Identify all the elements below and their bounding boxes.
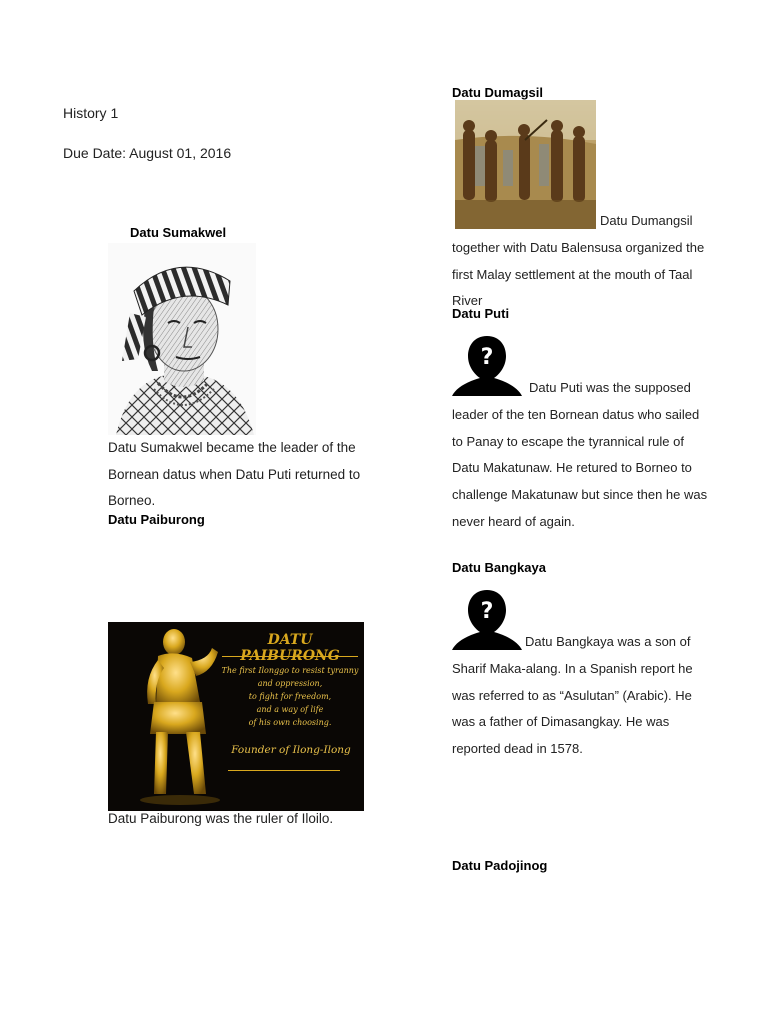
puti-heading: Datu Puti	[452, 306, 510, 321]
poster-title: DATU PAIBURONG	[240, 632, 340, 664]
puti-description: Datu Puti was the supposed leader of the ten Bornean datus who sailed to Panay to escape the tyrannical rule of Datu Makatunaw. He retured to Borneo to challenge Makatunaw but since then he was never heard of again.	[452, 380, 708, 529]
poster-quote	[216, 664, 364, 729]
dumagsil-heading: Datu Dumagsil	[452, 85, 544, 100]
poster-rule-bottom	[228, 770, 340, 771]
course-title: History 1	[63, 105, 119, 121]
poster-line: of his own choosing.	[248, 718, 332, 727]
poster-footer: Founder of Ilong-Ilong	[231, 744, 351, 756]
due-date: Due Date: August 01, 2016	[63, 145, 232, 161]
dumagsil-description: Datu Dumangsil together with Datu Balensusa organized the first Malay settlement at the mouth of Taal River	[452, 213, 705, 309]
sumakwel-description: Datu Sumakwel became the leader of the Bornean datus when Datu Puti returned to Borneo.	[108, 440, 361, 508]
poster-line: to fight for freedom,	[248, 692, 332, 701]
svg-text:?: ?	[480, 345, 494, 370]
svg-text:?: ?	[480, 599, 494, 624]
poster-line: and a way of life	[256, 705, 324, 714]
paiburong-description: Datu Paiburong was the ruler of Iloilo.	[108, 811, 334, 826]
poster-line: and oppression,	[257, 679, 323, 688]
bangkaya-heading: Datu Bangkaya	[452, 560, 546, 575]
sumakwel-portrait	[108, 243, 256, 435]
poster-rule-top	[222, 656, 358, 657]
paiburong-heading: Datu Paiburong	[108, 512, 205, 527]
bangkaya-description: Datu Bangkaya was a son of Sharif Maka-alang. In a Spanish report he was referred to as “Asulutan” (Arabic). He was a father of Dimasangkay. He was reported dead in 1578.	[452, 634, 693, 757]
poster-line: The first Ilonggo to resist tyranny	[221, 666, 359, 675]
paiburong-poster	[108, 622, 364, 811]
sumakwel-heading: Datu Sumakwel	[130, 225, 227, 240]
padojinog-heading: Datu Padojinog	[452, 858, 548, 873]
sumakwel-portrait-drawing	[108, 243, 256, 435]
